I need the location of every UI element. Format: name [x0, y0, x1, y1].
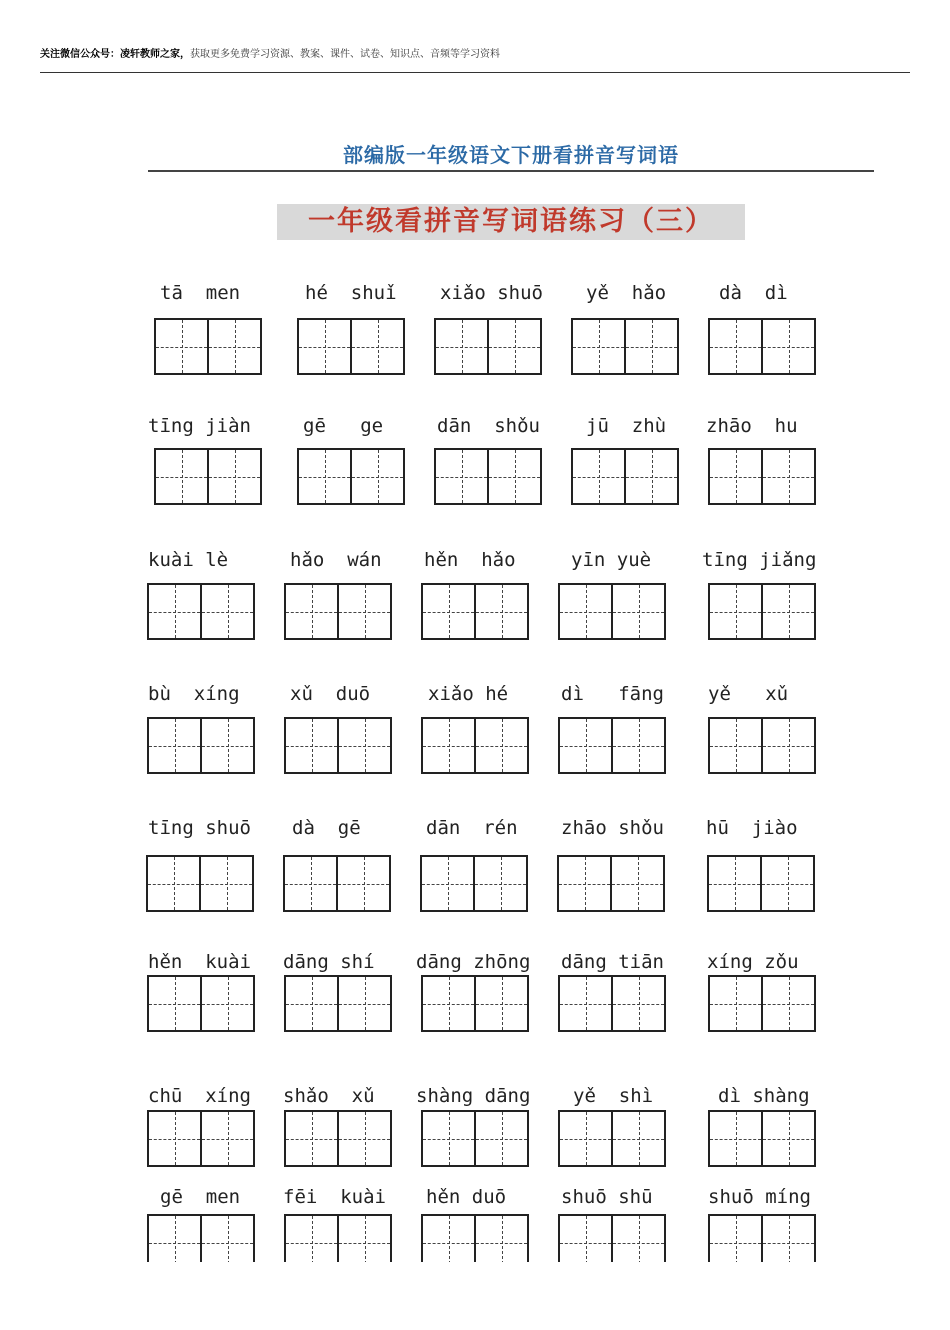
tianzige-cell[interactable] [624, 320, 677, 373]
tianzige-cell[interactable] [710, 1112, 761, 1165]
tianzige-cell[interactable] [474, 977, 527, 1030]
tianzige-cell[interactable] [710, 585, 761, 638]
writing-grid-box[interactable] [297, 448, 405, 505]
exercise-item [148, 547, 270, 573]
writing-grid-box[interactable] [708, 583, 816, 640]
exercise-item [292, 815, 414, 841]
writing-grid-box[interactable] [147, 1214, 255, 1262]
tianzige-cell[interactable] [761, 320, 814, 373]
tianzige-cell[interactable] [423, 585, 474, 638]
pinyin-label: zhāo shǒu [561, 817, 664, 839]
exercise-item [305, 280, 427, 306]
exercise-item [148, 815, 270, 841]
pinyin-label: xǔ duō [290, 683, 371, 705]
tianzige-cell[interactable] [149, 585, 200, 638]
tianzige-cell[interactable] [761, 1112, 814, 1165]
pinyin-label: gē men [160, 1186, 241, 1208]
pinyin-label: fēi kuài [283, 1186, 386, 1208]
pinyin-label: hěn duō [426, 1186, 507, 1208]
tianzige-cell[interactable] [350, 320, 403, 373]
pinyin-label: dāng tiān [561, 951, 664, 973]
tianzige-cell[interactable] [611, 719, 664, 772]
pinyin-label: yě xǔ [708, 683, 789, 705]
tianzige-cell[interactable] [149, 977, 200, 1030]
exercise-item [283, 1184, 405, 1210]
exercise-item [160, 1184, 282, 1210]
tianzige-cell[interactable] [624, 450, 677, 503]
exercise-item [586, 280, 708, 306]
tianzige-cell[interactable] [761, 450, 814, 503]
tianzige-cell[interactable] [200, 1112, 253, 1165]
writing-grid-box[interactable] [707, 855, 815, 912]
writing-grid-box[interactable] [708, 1214, 816, 1262]
worksheet-subtitle: 部编版一年级语文下册看拼音写词语 [148, 140, 874, 172]
tianzige-cell[interactable] [611, 1216, 664, 1262]
exercise-item [416, 1083, 538, 1109]
header-promo-text: 获取更多免费学习资源、教案、课件、试卷、知识点、音频等学习资料 [190, 49, 500, 60]
pinyin-label: hěn kuài [148, 951, 251, 973]
writing-grid-box[interactable] [558, 975, 666, 1032]
writing-grid-box[interactable] [571, 448, 679, 505]
writing-grid-box[interactable] [421, 717, 529, 774]
tianzige-cell[interactable] [199, 857, 252, 910]
pinyin-label: hé shuǐ [305, 282, 397, 304]
pinyin-label: bù xíng [148, 683, 240, 705]
tianzige-cell[interactable] [422, 857, 473, 910]
tianzige-cell[interactable] [710, 719, 761, 772]
pinyin-label: tīng shuō [148, 817, 251, 839]
writing-grid-box[interactable] [708, 717, 816, 774]
pinyin-label: hǎo wán [290, 549, 382, 571]
exercise-item [440, 280, 562, 306]
writing-grid-box[interactable] [420, 855, 528, 912]
tianzige-cell[interactable] [611, 1112, 664, 1165]
exercise-item [148, 1083, 270, 1109]
tianzige-cell[interactable] [423, 1216, 474, 1262]
writing-grid-box[interactable] [557, 855, 665, 912]
pinyin-label: kuài lè [148, 549, 229, 571]
exercise-item [702, 547, 824, 573]
tianzige-cell[interactable] [559, 857, 610, 910]
writing-grid-box[interactable] [284, 717, 392, 774]
pinyin-label: yīn yuè [571, 549, 652, 571]
writing-grid-box[interactable] [708, 448, 816, 505]
pinyin-label: dān rén [426, 817, 518, 839]
worksheet-title: 一年级看拼音写词语练习（三） [277, 204, 745, 240]
exercise-item [303, 413, 425, 439]
writing-grid-box[interactable] [147, 975, 255, 1032]
pinyin-label: dān shǒu [437, 415, 540, 437]
exercise-item [561, 815, 683, 841]
exercise-item [148, 413, 270, 439]
tianzige-cell[interactable] [487, 450, 540, 503]
tianzige-cell[interactable] [487, 320, 540, 373]
tianzige-cell[interactable] [336, 857, 389, 910]
tianzige-cell[interactable] [436, 320, 487, 373]
writing-grid-box[interactable] [708, 318, 816, 375]
tianzige-cell[interactable] [560, 1112, 611, 1165]
tianzige-cell[interactable] [156, 450, 207, 503]
tianzige-cell[interactable] [611, 977, 664, 1030]
tianzige-cell[interactable] [761, 1216, 814, 1262]
tianzige-cell[interactable] [610, 857, 663, 910]
tianzige-cell[interactable] [337, 719, 390, 772]
writing-grid-box[interactable] [283, 855, 391, 912]
writing-grid-box[interactable] [284, 1110, 392, 1167]
writing-grid-box[interactable] [297, 318, 405, 375]
exercise-item [290, 547, 412, 573]
exercise-item [428, 681, 550, 707]
writing-grid-box[interactable] [284, 975, 392, 1032]
exercise-item [573, 1083, 695, 1109]
tianzige-cell[interactable] [337, 977, 390, 1030]
tianzige-cell[interactable] [286, 977, 337, 1030]
header-wechat-label: 关注微信公众号：凌轩教师之家， [40, 49, 190, 60]
pinyin-label: dì shàng [718, 1085, 810, 1107]
tianzige-cell[interactable] [148, 857, 199, 910]
pinyin-label: yě hǎo [586, 282, 667, 304]
tianzige-cell[interactable] [710, 1216, 761, 1262]
tianzige-cell[interactable] [149, 1216, 200, 1262]
exercise-item [706, 413, 828, 439]
pinyin-label: xiǎo hé [428, 683, 509, 705]
exercise-item [148, 949, 270, 975]
tianzige-cell[interactable] [285, 857, 336, 910]
tianzige-cell[interactable] [710, 977, 761, 1030]
tianzige-cell[interactable] [560, 719, 611, 772]
tianzige-cell[interactable] [337, 1112, 390, 1165]
pinyin-label: dà dì [719, 282, 788, 304]
pinyin-label: shuō míng [708, 1186, 811, 1208]
writing-grid-box[interactable] [434, 318, 542, 375]
tianzige-cell[interactable] [207, 320, 260, 373]
tianzige-cell[interactable] [560, 585, 611, 638]
exercise-item [706, 815, 828, 841]
pinyin-label: tā men [160, 282, 241, 304]
writing-grid-box[interactable] [154, 318, 262, 375]
tianzige-cell[interactable] [286, 585, 337, 638]
pinyin-label: jū zhù [586, 415, 667, 437]
exercise-item [561, 1184, 683, 1210]
writing-grid-box[interactable] [421, 1214, 529, 1262]
pinyin-label: dāng zhōng [416, 951, 531, 973]
exercise-item [426, 815, 548, 841]
pinyin-label: dà gē [292, 817, 361, 839]
tianzige-cell[interactable] [710, 320, 761, 373]
tianzige-cell[interactable] [423, 977, 474, 1030]
pinyin-label: hěn hǎo [424, 549, 516, 571]
exercise-item [426, 1184, 548, 1210]
writing-grid-box[interactable] [558, 1214, 666, 1262]
writing-grid-box[interactable] [284, 583, 392, 640]
tianzige-cell[interactable] [761, 585, 814, 638]
tianzige-cell[interactable] [760, 857, 813, 910]
tianzige-cell[interactable] [149, 719, 200, 772]
writing-grid-box[interactable] [154, 448, 262, 505]
tianzige-cell[interactable] [207, 450, 260, 503]
exercise-item [571, 547, 693, 573]
pinyin-label: dāng shí [283, 951, 375, 973]
tianzige-cell[interactable] [573, 450, 624, 503]
tianzige-cell[interactable] [560, 977, 611, 1030]
pinyin-label: tīng jiǎng [702, 549, 817, 571]
tianzige-cell[interactable] [474, 1216, 527, 1262]
tianzige-cell[interactable] [560, 1216, 611, 1262]
tianzige-cell[interactable] [337, 1216, 390, 1262]
writing-grid-box[interactable] [434, 448, 542, 505]
tianzige-cell[interactable] [761, 977, 814, 1030]
tianzige-cell[interactable] [350, 450, 403, 503]
writing-grid-box[interactable] [558, 583, 666, 640]
pinyin-label: zhāo hu [706, 415, 798, 437]
exercise-item [708, 681, 830, 707]
pinyin-label: tīng jiàn [148, 415, 251, 437]
tianzige-cell[interactable] [200, 1216, 253, 1262]
tianzige-cell[interactable] [474, 719, 527, 772]
writing-grid-box[interactable] [147, 583, 255, 640]
exercise-item [718, 1083, 840, 1109]
tianzige-cell[interactable] [286, 1112, 337, 1165]
tianzige-cell[interactable] [156, 320, 207, 373]
tianzige-cell[interactable] [299, 450, 350, 503]
pinyin-label: chū xíng [148, 1085, 251, 1107]
writing-grid-box[interactable] [421, 583, 529, 640]
pinyin-label: gē ge [303, 415, 384, 437]
pinyin-label: dì fāng [561, 683, 664, 705]
exercise-item [437, 413, 559, 439]
tianzige-cell[interactable] [436, 450, 487, 503]
tianzige-cell[interactable] [299, 320, 350, 373]
exercise-item [719, 280, 841, 306]
exercise-item [290, 681, 412, 707]
exercise-item [708, 1184, 830, 1210]
tianzige-cell[interactable] [423, 1112, 474, 1165]
tianzige-cell[interactable] [474, 1112, 527, 1165]
tianzige-cell[interactable] [761, 719, 814, 772]
exercise-item [283, 949, 405, 975]
writing-grid-box[interactable] [421, 1110, 529, 1167]
writing-grid-box[interactable] [421, 975, 529, 1032]
writing-grid-box[interactable] [147, 1110, 255, 1167]
tianzige-cell[interactable] [709, 857, 760, 910]
tianzige-cell[interactable] [337, 585, 390, 638]
exercise-item [586, 413, 708, 439]
writing-grid-box[interactable] [708, 1110, 816, 1167]
pinyin-label: shàng dāng [416, 1085, 531, 1107]
writing-grid-box[interactable] [558, 1110, 666, 1167]
tianzige-cell[interactable] [286, 719, 337, 772]
tianzige-cell[interactable] [474, 585, 527, 638]
writing-grid-box[interactable] [284, 1214, 392, 1262]
exercise-item [561, 681, 683, 707]
writing-grid-box[interactable] [146, 855, 254, 912]
tianzige-cell[interactable] [473, 857, 526, 910]
pinyin-label: shuō shū [561, 1186, 653, 1208]
tianzige-cell[interactable] [611, 585, 664, 638]
pinyin-label: yě shì [573, 1085, 654, 1107]
tianzige-cell[interactable] [286, 1216, 337, 1262]
pinyin-label: xiǎo shuō [440, 282, 543, 304]
pinyin-label: hū jiào [706, 817, 798, 839]
writing-grid-box[interactable] [558, 717, 666, 774]
writing-grid-box[interactable] [147, 717, 255, 774]
pinyin-label: xíng zǒu [707, 951, 799, 973]
exercise-item [283, 1083, 405, 1109]
tianzige-cell[interactable] [710, 450, 761, 503]
writing-grid-box[interactable] [708, 975, 816, 1032]
exercise-item [416, 949, 538, 975]
tianzige-cell[interactable] [200, 977, 253, 1030]
exercise-item [424, 547, 546, 573]
writing-grid-box[interactable] [571, 318, 679, 375]
tianzige-cell[interactable] [200, 719, 253, 772]
tianzige-cell[interactable] [573, 320, 624, 373]
exercise-item [561, 949, 683, 975]
tianzige-cell[interactable] [149, 1112, 200, 1165]
pinyin-label: shǎo xǔ [283, 1085, 375, 1107]
exercise-item [160, 280, 282, 306]
exercise-item [148, 681, 270, 707]
tianzige-cell[interactable] [423, 719, 474, 772]
tianzige-cell[interactable] [200, 585, 253, 638]
exercise-item [707, 949, 829, 975]
